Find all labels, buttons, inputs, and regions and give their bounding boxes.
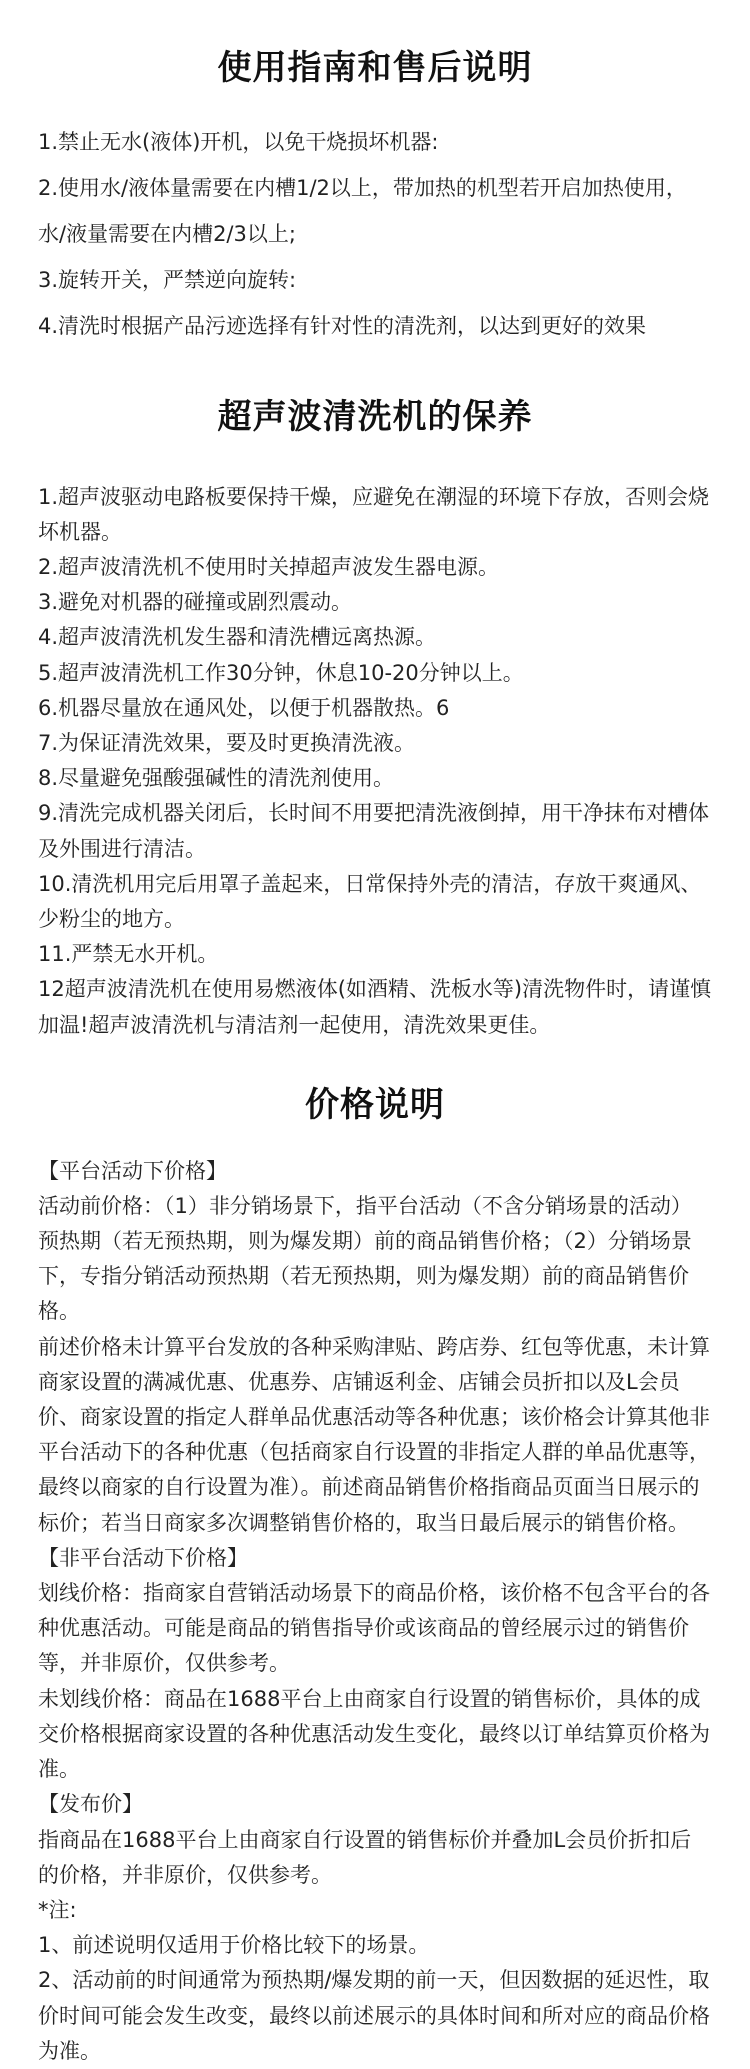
pricing-note-2: 2、活动前的时间通常为预热期/爆发期的前一天，但因数据的延迟性，取价时间可能会发生改变，最终以前述展示的具体时间和所对应的商品价格为准。	[38, 1968, 710, 2063]
pricing-non-strikethrough-price: 未划线价格：商品在1688平台上由商家自行设置的销售标价，具体的成交价格根据商家设置的各种优惠活动发生变化，最终以订单结算页价格为准。	[38, 1686, 710, 1782]
maintenance-item-3: 3.避免对机器的碰撞或剧烈震动。	[38, 590, 353, 615]
maintenance-item-1: 1.超声波驱动电路板要保持干燥，应避免在潮湿的环境下存放，否则会烧坏机器。	[38, 484, 710, 544]
maintenance-item-7: 7.为保证清洗效果，要及时更换清洗液。	[38, 731, 416, 756]
pricing-note-1: 1、前述说明仅适用于价格比较下的场景。	[38, 1933, 430, 1958]
usage-guide-list	[38, 119, 712, 349]
maintenance-item-8: 8.尽量避免强酸强碱性的清洗剂使用。	[38, 766, 395, 791]
maintenance-item-6: 6.机器尽量放在通风处，以便于机器散热。6	[38, 695, 450, 720]
pricing-discount-note: 前述价格未计算平台发放的各种采购津贴、跨店券、红包等优惠，未计算商家设置的满减优惠、优惠券、店铺返利金、店铺会员折扣以及L会员价、商家设置的指定人群单品优惠活动等各种优惠；该价格会计算其他非平台活动下的各种优惠（包括商家自行设置的非指定人群的单品优惠等，最终以商家的自行设置为准）。前述商品销售价格指商品页面当日展示的标价；若当日商家多次调整销售价格的，取当日最后展示的销售价格。	[38, 1334, 710, 1535]
usage-guide-title: 使用指南和售后说明	[217, 48, 533, 88]
usage-guide-item-4: 4.清洗时根据产品污迹选择有针对性的清洗剂，以达到更好的效果	[38, 313, 647, 338]
pricing-pre-activity-price: 活动前价格：（1）非分销场景下，指平台活动（不含分销场景的活动）预热期（若无预热期，则为爆发期）前的商品销售价格；（2）分销场景下，专指分销活动预热期（若无预热期，则为爆发期）前的商品销售价格。	[38, 1193, 692, 1324]
pricing-body	[38, 1154, 712, 2069]
maintenance-item-10: 10.清洗机用完后用罩子盖起来，日常保持外壳的清洁，存放干爽通风、少粉尘的地方。	[38, 871, 702, 932]
pricing-release-price: 指商品在1688平台上由商家自行设置的销售标价并叠加L会员价折扣后的价格，并非原价，仅供参考。	[38, 1827, 692, 1887]
pricing-title: 价格说明	[305, 1084, 445, 1125]
usage-guide-item-2: 2.使用水/液体量需要在内槽1/2以上，带加热的机型若开启加热使用，水/液量需要在内槽2/3以上;	[38, 175, 687, 246]
maintenance-item-9: 9.清洗完成机器关闭后，长时间不用要把清洗液倒掉，用干净抹布对槽体及外围进行清洁。	[38, 801, 710, 861]
maintenance-item-2: 2.超声波清洗机不使用时关掉超声波发生器电源。	[38, 555, 500, 579]
pricing-heading-platform: 【平台活动下价格】	[38, 1158, 227, 1183]
pricing-note-label: *注:	[38, 1897, 77, 1922]
maintenance-title: 超声波清洗机的保养	[217, 396, 533, 437]
maintenance-item-5: 5.超声波清洗机工作30分钟，休息10-20分钟以上。	[38, 660, 524, 685]
maintenance-item-11: 11.严禁无水开机。	[38, 942, 219, 967]
maintenance-list	[38, 480, 712, 1043]
usage-guide-item-1: 1.禁止无水(液体)开机，以免干烧损坏机器:	[38, 129, 439, 154]
usage-guide-item-3: 3.旋转开关，严禁逆向旋转:	[38, 267, 297, 292]
maintenance-item-12: 12超声波清洗机在使用易燃液体(如酒精、洗板水等)清洗物件时，请谨慎加温!超声波清洗机与清洁剂一起使用，清洗效果更佳。	[38, 977, 712, 1037]
pricing-heading-release: 【发布价】	[38, 1792, 143, 1817]
maintenance-item-4: 4.超声波清洗机发生器和清洗槽远离热源。	[38, 625, 437, 650]
pricing-strikethrough-price: 划线价格：指商家自营销活动场景下的商品价格，该价格不包含平台的各种优惠活动。可能是商品的销售指导价或该商品的曾经展示过的销售价等，并非原价，仅供参考。	[38, 1581, 710, 1676]
pricing-heading-non-platform: 【非平台活动下价格】	[38, 1545, 248, 1570]
